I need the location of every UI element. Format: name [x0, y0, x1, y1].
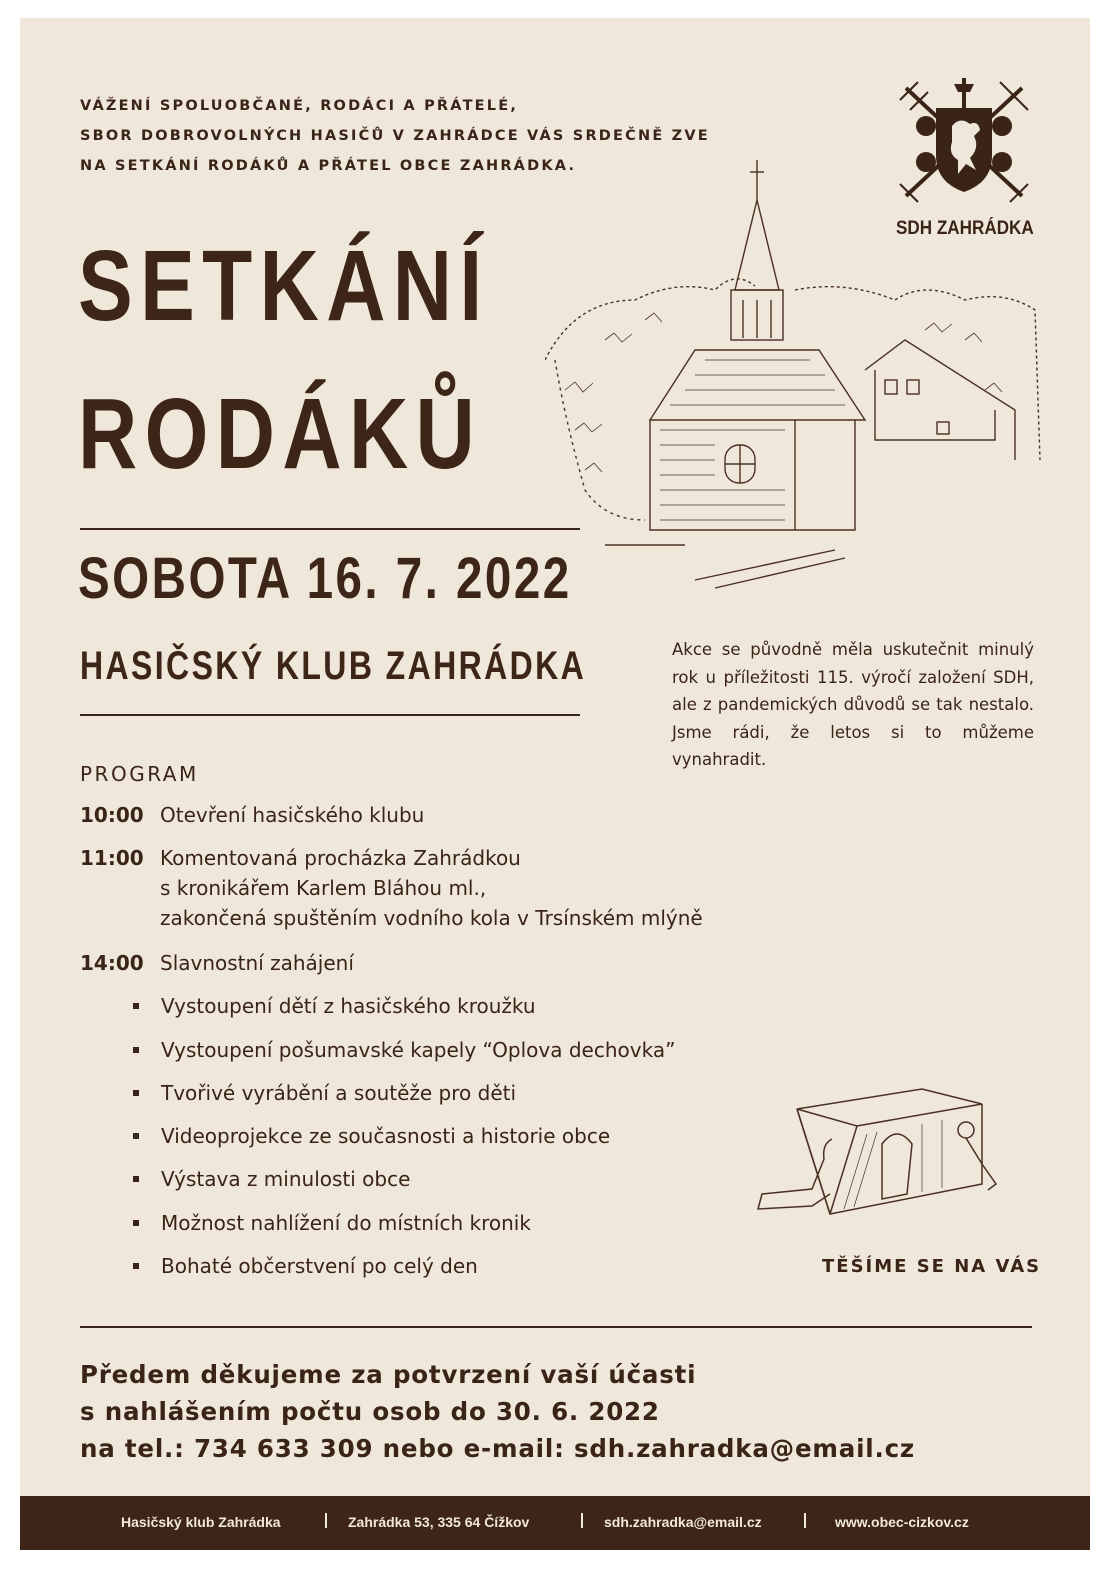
event-venue: HASIČSKÝ KLUB ZAHRÁDKA [80, 644, 587, 688]
event-note: Akce se původně měla uskutečnit minulý rok u příležitosti 115. výročí založení SDH, ale z pandemických důvodů se tak nestalo. Jsme rádi, že letos si to můžeme vynahradit. [672, 640, 1034, 769]
program-item [80, 843, 703, 933]
program-item [80, 800, 424, 830]
program-text: Komentovaná procházka Zahrádkou [160, 846, 521, 870]
footer-separator [804, 1513, 806, 1528]
magic-lantern-sketch-icon [752, 1084, 1002, 1224]
footer-web-link[interactable]: www.obec-cizkov.cz [835, 1514, 969, 1530]
program-time: 10:00 [80, 803, 144, 827]
footer-place: Hasičský klub Zahrádka [121, 1514, 281, 1530]
title-line-2: RODÁKŮ [78, 378, 483, 490]
intro-line: NA SETKÁNÍ RODÁKŮ A PŘÁTEL OBCE ZAHRÁDKA. [80, 158, 577, 174]
program-time: 14:00 [80, 951, 144, 975]
logo-label: SDH ZAHRÁDKA [896, 218, 1034, 239]
divider [80, 528, 580, 530]
program-text: s kronikářem Karlem Bláhou ml., [160, 876, 487, 900]
divider [80, 1326, 1032, 1328]
event-date: SOBOTA 16. 7. 2022 [78, 546, 572, 611]
program-text: zakončená spuštěním vodního kola v Trsínském mlýně [160, 906, 703, 930]
thanks-line: Předem děkujeme za potvrzení vaší účasti [80, 1360, 697, 1389]
program-heading: PROGRAM [80, 762, 199, 786]
footer-email-link[interactable]: sdh.zahradka@email.cz [604, 1514, 762, 1530]
thanks-text [80, 1356, 915, 1467]
program-time: 11:00 [80, 846, 144, 870]
footer-separator [325, 1513, 327, 1528]
program-text: Otevření hasičského klubu [160, 803, 425, 827]
chapel-sketch-icon [545, 160, 1045, 590]
program-text: Slavnostní zahájení [160, 951, 354, 975]
intro-line: VÁŽENÍ SPOLUOBČANÉ, RODÁCI A PŘÁTELÉ, [80, 98, 519, 114]
divider [80, 714, 580, 716]
thanks-line: s nahlášením počtu osob do 30. 6. 2022 [80, 1397, 660, 1426]
program-item [80, 948, 354, 978]
footer-separator [581, 1513, 583, 1528]
see-you-text: TĚŠÍME SE NA VÁS [822, 1256, 1042, 1277]
title-line-1: SETKÁNÍ [78, 230, 490, 342]
footer-bar [20, 1496, 1090, 1550]
thanks-line: na tel.: 734 633 309 nebo e-mail: sdh.zahradka@email.cz [80, 1434, 915, 1463]
intro-line: SBOR DOBROVOLNÝCH HASIČŮ V ZAHRÁDCE VÁS SRDEČNĚ ZVE [80, 128, 710, 144]
footer-address: Zahrádka 53, 335 64 Čížkov [348, 1514, 530, 1530]
